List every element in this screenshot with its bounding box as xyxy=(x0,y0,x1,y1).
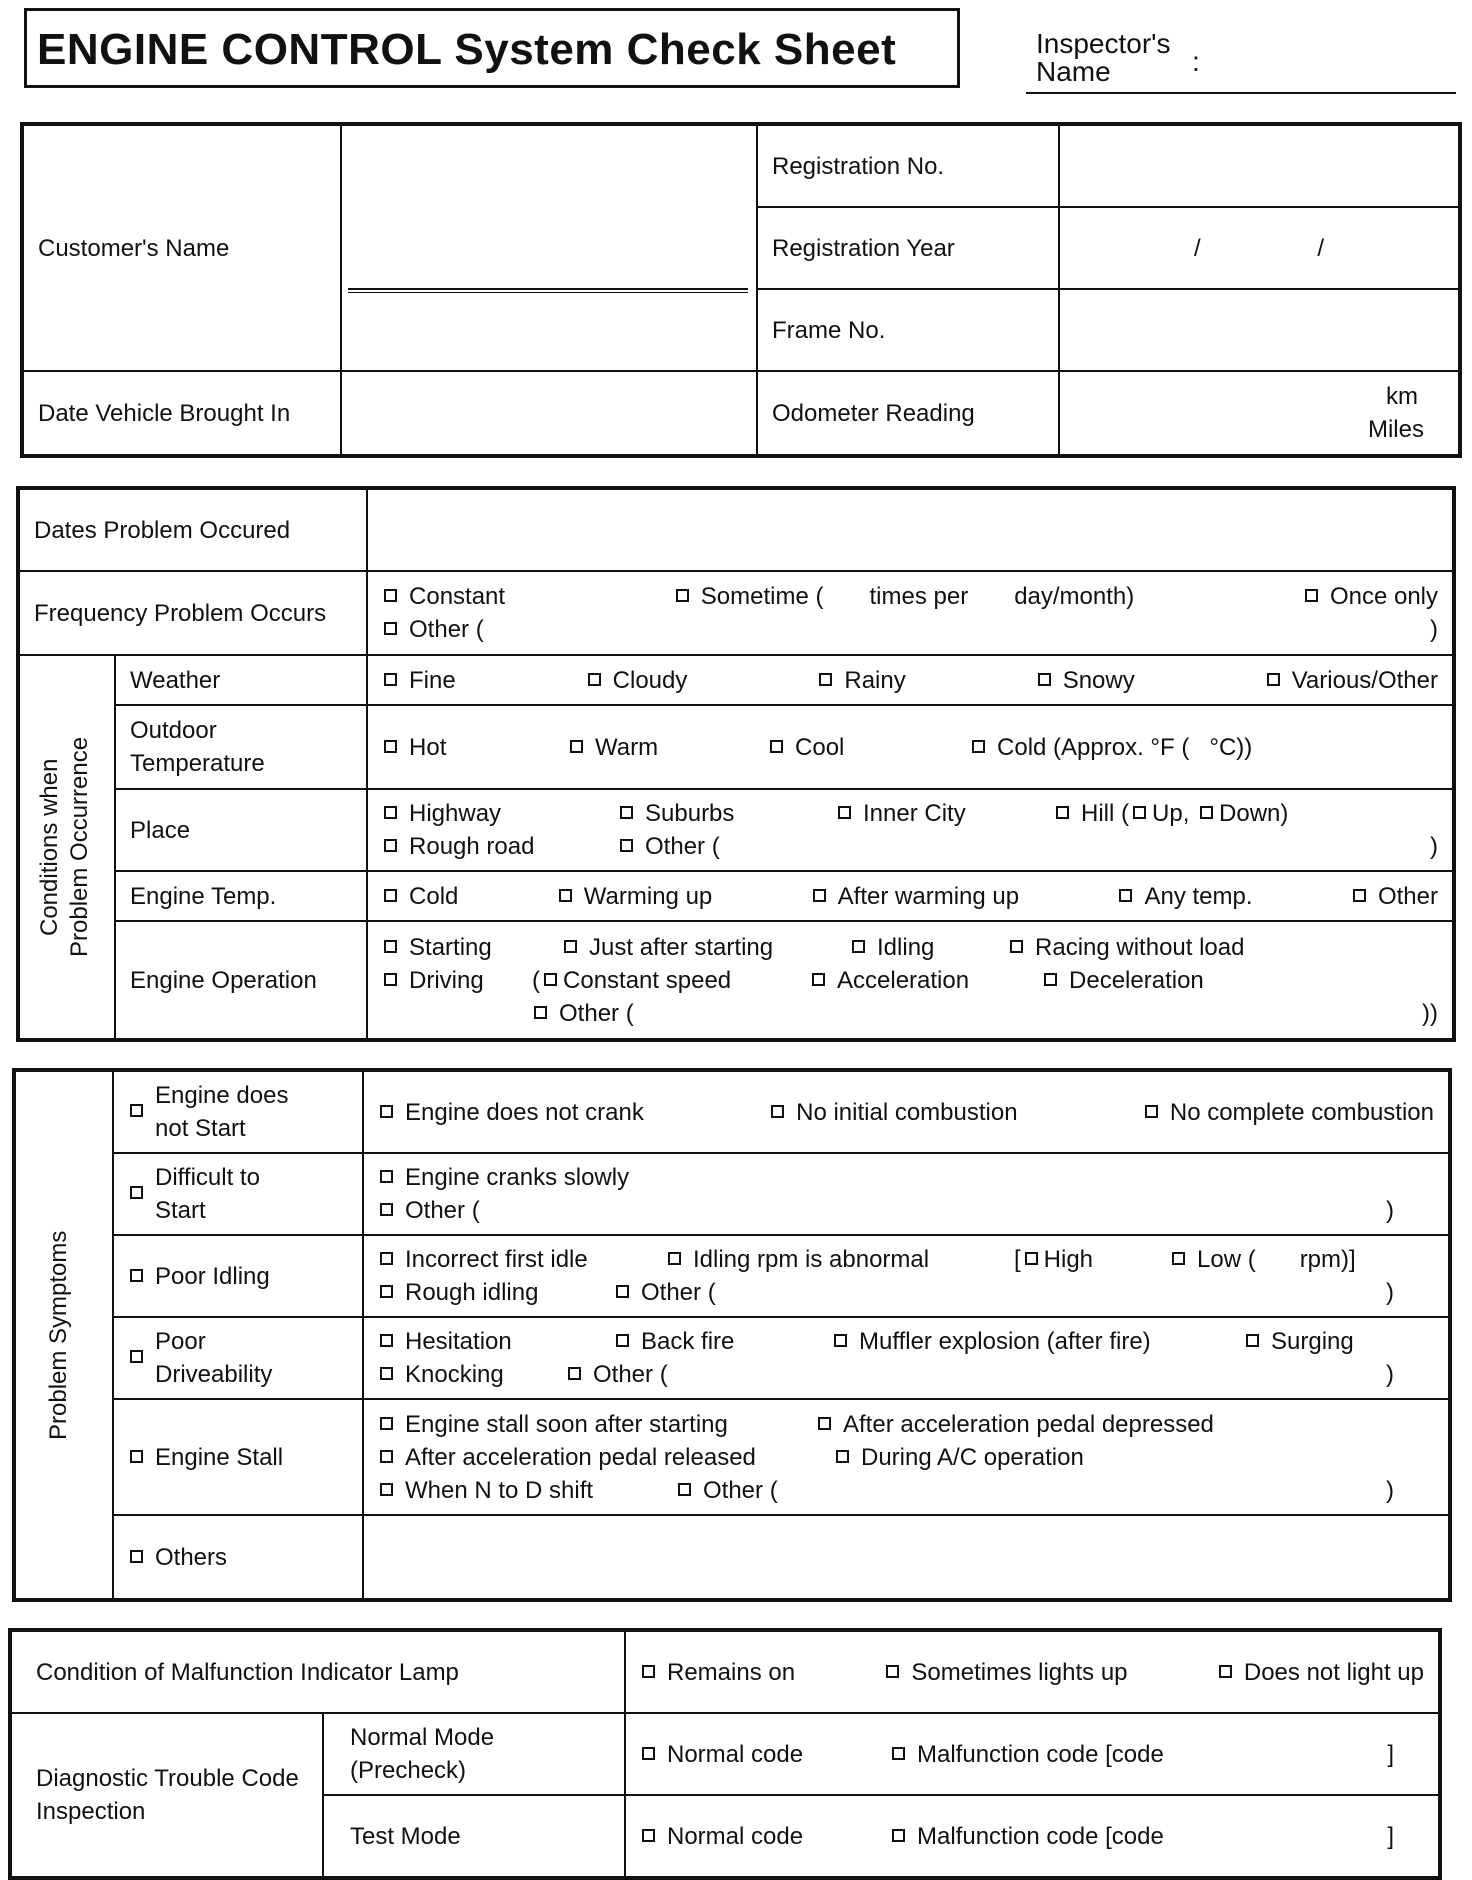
engine-temp-any-option[interactable]: Any temp. xyxy=(1117,880,1252,913)
checkbox-icon[interactable] xyxy=(384,889,397,902)
checkbox-icon[interactable] xyxy=(770,740,783,753)
op-accel-option[interactable]: Acceleration xyxy=(810,964,1042,997)
checkbox-icon[interactable] xyxy=(1305,589,1318,602)
test-mode-label: Test Mode xyxy=(323,1795,625,1877)
checkbox-icon[interactable] xyxy=(642,1665,655,1678)
close-paren: ) xyxy=(1386,1197,1394,1224)
freq-constant-option[interactable]: Constant xyxy=(382,580,505,613)
checkbox-icon[interactable] xyxy=(544,973,557,986)
engine-temp-cold-option[interactable]: Cold xyxy=(382,880,458,913)
checkbox-icon[interactable] xyxy=(819,673,832,686)
checkbox-icon[interactable] xyxy=(380,1252,393,1265)
checkbox-icon[interactable] xyxy=(380,1334,393,1347)
frequency-label: Frequency Problem Occurs xyxy=(19,571,367,655)
place-suburbs-option[interactable]: Suburbs xyxy=(618,797,836,830)
poor-driveability-options xyxy=(363,1317,1449,1399)
freq-sometime-option[interactable]: Sometime ( times per day/month) xyxy=(674,580,1134,613)
freq-other-option[interactable]: Other ( xyxy=(382,613,484,646)
checkbox-icon[interactable] xyxy=(380,1483,393,1496)
no-start-option[interactable]: Engine does not Start xyxy=(113,1071,363,1153)
frame-no-label: Frame No. xyxy=(757,289,1059,371)
checkbox-icon[interactable] xyxy=(384,589,397,602)
checkbox-icon[interactable] xyxy=(380,1450,393,1463)
close-bracket: ] xyxy=(1387,1822,1394,1850)
checkbox-icon[interactable] xyxy=(384,673,397,686)
checkbox-icon[interactable] xyxy=(1219,1665,1232,1678)
checkbox-icon[interactable] xyxy=(813,889,826,902)
customer-name-underline xyxy=(348,292,748,293)
poor-idling-option[interactable]: Poor Idling xyxy=(113,1235,363,1317)
symptoms-label-cell xyxy=(15,1071,113,1599)
others-field[interactable] xyxy=(363,1515,1449,1599)
place-inner-city-option[interactable]: Inner City xyxy=(836,797,1054,830)
engine-operation-options xyxy=(367,921,1453,1039)
place-hill-option[interactable]: Hill ( Up, Down) xyxy=(1054,797,1288,830)
checkbox-icon[interactable] xyxy=(1038,673,1051,686)
stall-released-option[interactable]: After acceleration pedal released xyxy=(378,1441,834,1474)
stall-soon-option[interactable]: Engine stall soon after starting xyxy=(378,1408,816,1441)
op-just-after-option[interactable]: Just after starting xyxy=(562,931,850,964)
poor-driveability-option[interactable]: Poor Driveability xyxy=(113,1317,363,1399)
checkbox-icon[interactable] xyxy=(668,1252,681,1265)
test-mode-normal-code-option[interactable]: Normal code xyxy=(640,1820,890,1853)
symptoms-table xyxy=(14,1070,1450,1600)
checkbox-icon[interactable] xyxy=(678,1483,691,1496)
registration-no-label: Registration No. xyxy=(757,125,1059,207)
idle-other-option[interactable]: Other ( xyxy=(614,1276,716,1309)
normal-mode-malfunction-code-option[interactable]: Malfunction code [code xyxy=(890,1738,1164,1771)
weather-cloudy-option[interactable]: Cloudy xyxy=(586,664,688,697)
inspector-label-line2: Name xyxy=(1036,56,1111,87)
engine-temp-warming-option[interactable]: Warming up xyxy=(557,880,712,913)
customer-name-field[interactable] xyxy=(341,125,757,371)
conditions-label: Conditions when Problem Occurrence xyxy=(36,736,93,958)
op-idling-option[interactable]: Idling xyxy=(850,931,1008,964)
outdoor-temp-options xyxy=(367,705,1453,789)
checkbox-icon[interactable] xyxy=(838,806,851,819)
drive-muffler-option[interactable]: Muffler explosion (after fire) xyxy=(832,1325,1244,1358)
temp-hot-option[interactable]: Hot xyxy=(382,731,568,764)
checkbox-icon[interactable] xyxy=(384,740,397,753)
no-crank-option[interactable]: Engine does not crank xyxy=(378,1096,644,1129)
drive-surging-option[interactable]: Surging xyxy=(1244,1325,1354,1358)
date-brought-in-field[interactable] xyxy=(341,371,757,455)
idle-abnormal-option[interactable]: Idling rpm is abnormal xyxy=(666,1243,1014,1276)
place-label: Place xyxy=(115,789,367,871)
op-decel-option[interactable]: Deceleration xyxy=(1042,964,1204,997)
date-brought-in-label: Date Vehicle Brought In xyxy=(23,371,341,455)
weather-rainy-option[interactable]: Rainy xyxy=(817,664,905,697)
checkbox-icon[interactable] xyxy=(570,740,583,753)
customer-name-underline xyxy=(348,288,748,290)
checkbox-icon[interactable] xyxy=(616,1285,629,1298)
checkbox-icon[interactable] xyxy=(559,889,572,902)
engine-temp-options xyxy=(367,871,1453,921)
checkbox-icon[interactable] xyxy=(1172,1252,1185,1265)
stall-depressed-option[interactable]: After acceleration pedal depressed xyxy=(816,1408,1214,1441)
idle-rough-option[interactable]: Rough idling xyxy=(378,1276,614,1309)
checkbox-icon[interactable] xyxy=(892,1829,905,1842)
close-paren: ) xyxy=(1430,833,1439,860)
mil-not-light-option[interactable]: Does not light up xyxy=(1217,1656,1424,1689)
close-paren: ) xyxy=(1386,1476,1394,1504)
checkbox-icon[interactable] xyxy=(380,1417,393,1430)
checkbox-icon[interactable] xyxy=(1133,806,1146,819)
checkbox-icon[interactable] xyxy=(380,1203,393,1216)
close-paren: ) xyxy=(1386,1361,1394,1388)
checkbox-icon[interactable] xyxy=(384,622,397,635)
checkbox-icon[interactable] xyxy=(972,740,985,753)
difficult-start-options xyxy=(363,1153,1449,1235)
checkbox-icon[interactable] xyxy=(130,1186,143,1199)
op-other-option[interactable]: Other ( xyxy=(532,997,634,1030)
checkbox-icon[interactable] xyxy=(384,940,397,953)
place-highway-option[interactable]: Highway xyxy=(382,797,618,830)
test-mode-malfunction-code-option[interactable]: Malfunction code [code xyxy=(890,1820,1164,1853)
difficult-other-option[interactable]: Other ( xyxy=(378,1194,480,1227)
engine-temp-other-option[interactable]: Other xyxy=(1351,880,1438,913)
page-title: ENGINE CONTROL System Check Sheet xyxy=(37,25,897,74)
checkbox-icon[interactable] xyxy=(534,1006,547,1019)
dtc-label: Diagnostic Trouble Code Inspection xyxy=(11,1713,323,1877)
checkbox-icon[interactable] xyxy=(834,1334,847,1347)
place-other-option[interactable]: Other ( xyxy=(618,830,720,863)
no-complete-combustion-option[interactable]: No complete combustion xyxy=(1143,1096,1434,1129)
weather-various-option[interactable]: Various/Other xyxy=(1265,664,1438,697)
checkbox-icon[interactable] xyxy=(1200,806,1213,819)
registration-year-label: Registration Year xyxy=(757,207,1059,289)
checkbox-icon[interactable] xyxy=(1025,1252,1038,1265)
others-option[interactable]: Others xyxy=(113,1515,363,1599)
engine-stall-options xyxy=(363,1399,1449,1515)
no-start-options xyxy=(363,1071,1449,1153)
checkbox-icon[interactable] xyxy=(380,1285,393,1298)
mil-options xyxy=(625,1631,1439,1713)
weather-snowy-option[interactable]: Snowy xyxy=(1036,664,1135,697)
registration-year-field[interactable] xyxy=(1059,207,1459,289)
close-bracket: ] xyxy=(1387,1740,1394,1768)
checkbox-icon[interactable] xyxy=(620,806,633,819)
freq-once-option[interactable]: Once only xyxy=(1303,580,1438,613)
normal-mode-label: Normal Mode (Precheck) xyxy=(323,1713,625,1795)
checkbox-icon[interactable] xyxy=(642,1747,655,1760)
checkbox-icon[interactable] xyxy=(616,1334,629,1347)
idle-incorrect-option[interactable]: Incorrect first idle xyxy=(378,1243,666,1276)
checkbox-icon[interactable] xyxy=(620,839,633,852)
dates-problem-field[interactable] xyxy=(367,489,1453,571)
temp-warm-option[interactable]: Warm xyxy=(568,731,768,764)
test-mode-options xyxy=(625,1795,1439,1877)
inspector-label-line1: Inspector's xyxy=(1036,28,1171,59)
unit-km: km xyxy=(1386,383,1418,410)
checkbox-icon[interactable] xyxy=(1010,940,1023,953)
stall-other-option[interactable]: Other ( xyxy=(676,1474,778,1507)
checkbox-icon[interactable] xyxy=(812,973,825,986)
frequency-options xyxy=(367,571,1453,655)
checkbox-icon[interactable] xyxy=(130,1450,143,1463)
op-constant-option[interactable]: ( Constant speed xyxy=(532,966,732,994)
checkbox-icon[interactable] xyxy=(892,1747,905,1760)
checkbox-icon[interactable] xyxy=(642,1829,655,1842)
dates-problem-label: Dates Problem Occured xyxy=(19,489,367,571)
idle-low-option[interactable]: Low ( rpm)] xyxy=(1170,1243,1356,1276)
checkbox-icon[interactable] xyxy=(130,1350,143,1363)
checkbox-icon[interactable] xyxy=(384,973,397,986)
weather-label: Weather xyxy=(115,655,367,705)
poor-idling-options xyxy=(363,1235,1449,1317)
place-rough-option[interactable]: Rough road xyxy=(382,830,618,863)
cranks-slowly-option[interactable]: Engine cranks slowly xyxy=(378,1161,629,1194)
engine-temp-after-warming-option[interactable]: After warming up xyxy=(811,880,1019,913)
checkbox-icon[interactable] xyxy=(380,1367,393,1380)
op-starting-option[interactable]: Starting xyxy=(382,931,562,964)
registration-no-field[interactable] xyxy=(1059,125,1459,207)
checkbox-icon[interactable] xyxy=(384,839,397,852)
customer-name-label: Customer's Name xyxy=(23,125,341,371)
checkbox-icon[interactable] xyxy=(836,1450,849,1463)
occurrence-table xyxy=(18,488,1454,1040)
temp-cool-option[interactable]: Cool xyxy=(768,731,970,764)
stall-n-to-d-option[interactable]: When N to D shift xyxy=(378,1474,676,1507)
checkbox-icon[interactable] xyxy=(1119,889,1132,902)
checkbox-icon[interactable] xyxy=(852,940,865,953)
normal-mode-normal-code-option[interactable]: Normal code xyxy=(640,1738,890,1771)
diagnostics-table xyxy=(10,1630,1440,1878)
symptoms-label: Problem Symptoms xyxy=(45,1230,72,1440)
weather-options xyxy=(367,655,1453,705)
mil-sometimes-option[interactable]: Sometimes lights up xyxy=(884,1656,1127,1689)
year-separator: / xyxy=(1317,234,1324,262)
checkbox-icon[interactable] xyxy=(771,1105,784,1118)
engine-temp-label: Engine Temp. xyxy=(115,871,367,921)
checkbox-icon[interactable] xyxy=(130,1550,143,1563)
checkbox-icon[interactable] xyxy=(380,1170,393,1183)
inspector-label xyxy=(1036,30,1171,86)
checkbox-icon[interactable] xyxy=(380,1105,393,1118)
weather-fine-option[interactable]: Fine xyxy=(382,664,456,697)
checkbox-icon[interactable] xyxy=(588,673,601,686)
normal-mode-options xyxy=(625,1713,1439,1795)
op-driving-option[interactable]: Driving xyxy=(382,964,532,997)
close-paren: ) xyxy=(1386,1279,1394,1306)
engine-stall-option[interactable]: Engine Stall xyxy=(113,1399,363,1515)
drive-knocking-option[interactable]: Knocking xyxy=(378,1358,566,1391)
engine-operation-label: Engine Operation xyxy=(115,921,367,1039)
close-double-paren: )) xyxy=(1422,999,1439,1027)
no-initial-combustion-option[interactable]: No initial combustion xyxy=(769,1096,1017,1129)
frame-no-field[interactable] xyxy=(1059,289,1459,371)
checkbox-icon[interactable] xyxy=(818,1417,831,1430)
checkbox-icon[interactable] xyxy=(1145,1105,1158,1118)
unit-miles: Miles xyxy=(1367,416,1424,443)
stall-ac-option[interactable]: During A/C operation xyxy=(834,1441,1084,1474)
outdoor-temp-label: Outdoor Temperature xyxy=(115,705,367,789)
checkbox-icon[interactable] xyxy=(130,1104,143,1117)
checkbox-icon[interactable] xyxy=(1056,806,1069,819)
checkbox-icon[interactable] xyxy=(676,589,689,602)
mil-remains-on-option[interactable]: Remains on xyxy=(640,1656,795,1689)
temp-cold-option[interactable]: Cold (Approx. °F ( °C)) xyxy=(970,731,1252,764)
odometer-field[interactable] xyxy=(1059,371,1459,455)
idle-high-option[interactable]: [ High xyxy=(1014,1246,1094,1273)
checkbox-icon[interactable] xyxy=(886,1665,899,1678)
close-paren: ) xyxy=(1430,616,1439,643)
year-separator: / xyxy=(1193,234,1201,262)
mil-label: Condition of Malfunction Indicator Lamp xyxy=(11,1631,625,1713)
drive-hesitation-option[interactable]: Hesitation xyxy=(378,1325,614,1358)
odometer-label: Odometer Reading xyxy=(757,371,1059,455)
place-options xyxy=(367,789,1453,871)
checkbox-icon[interactable] xyxy=(130,1269,143,1282)
vehicle-info-table xyxy=(22,124,1460,456)
conditions-label-cell xyxy=(19,655,115,1039)
checkbox-icon[interactable] xyxy=(384,806,397,819)
drive-other-option[interactable]: Other ( xyxy=(566,1358,668,1391)
checkbox-icon[interactable] xyxy=(1246,1334,1259,1347)
inspector-colon: : xyxy=(1192,46,1200,77)
title-box xyxy=(24,8,960,88)
checkbox-icon[interactable] xyxy=(1353,889,1366,902)
difficult-start-option[interactable]: Difficult to Start xyxy=(113,1153,363,1235)
drive-backfire-option[interactable]: Back fire xyxy=(614,1325,832,1358)
checkbox-icon[interactable] xyxy=(564,940,577,953)
checkbox-icon[interactable] xyxy=(1044,973,1057,986)
checkbox-icon[interactable] xyxy=(1267,673,1280,686)
op-racing-option[interactable]: Racing without load xyxy=(1008,931,1244,964)
inspector-name-field[interactable] xyxy=(1026,92,1456,94)
checkbox-icon[interactable] xyxy=(568,1367,581,1380)
